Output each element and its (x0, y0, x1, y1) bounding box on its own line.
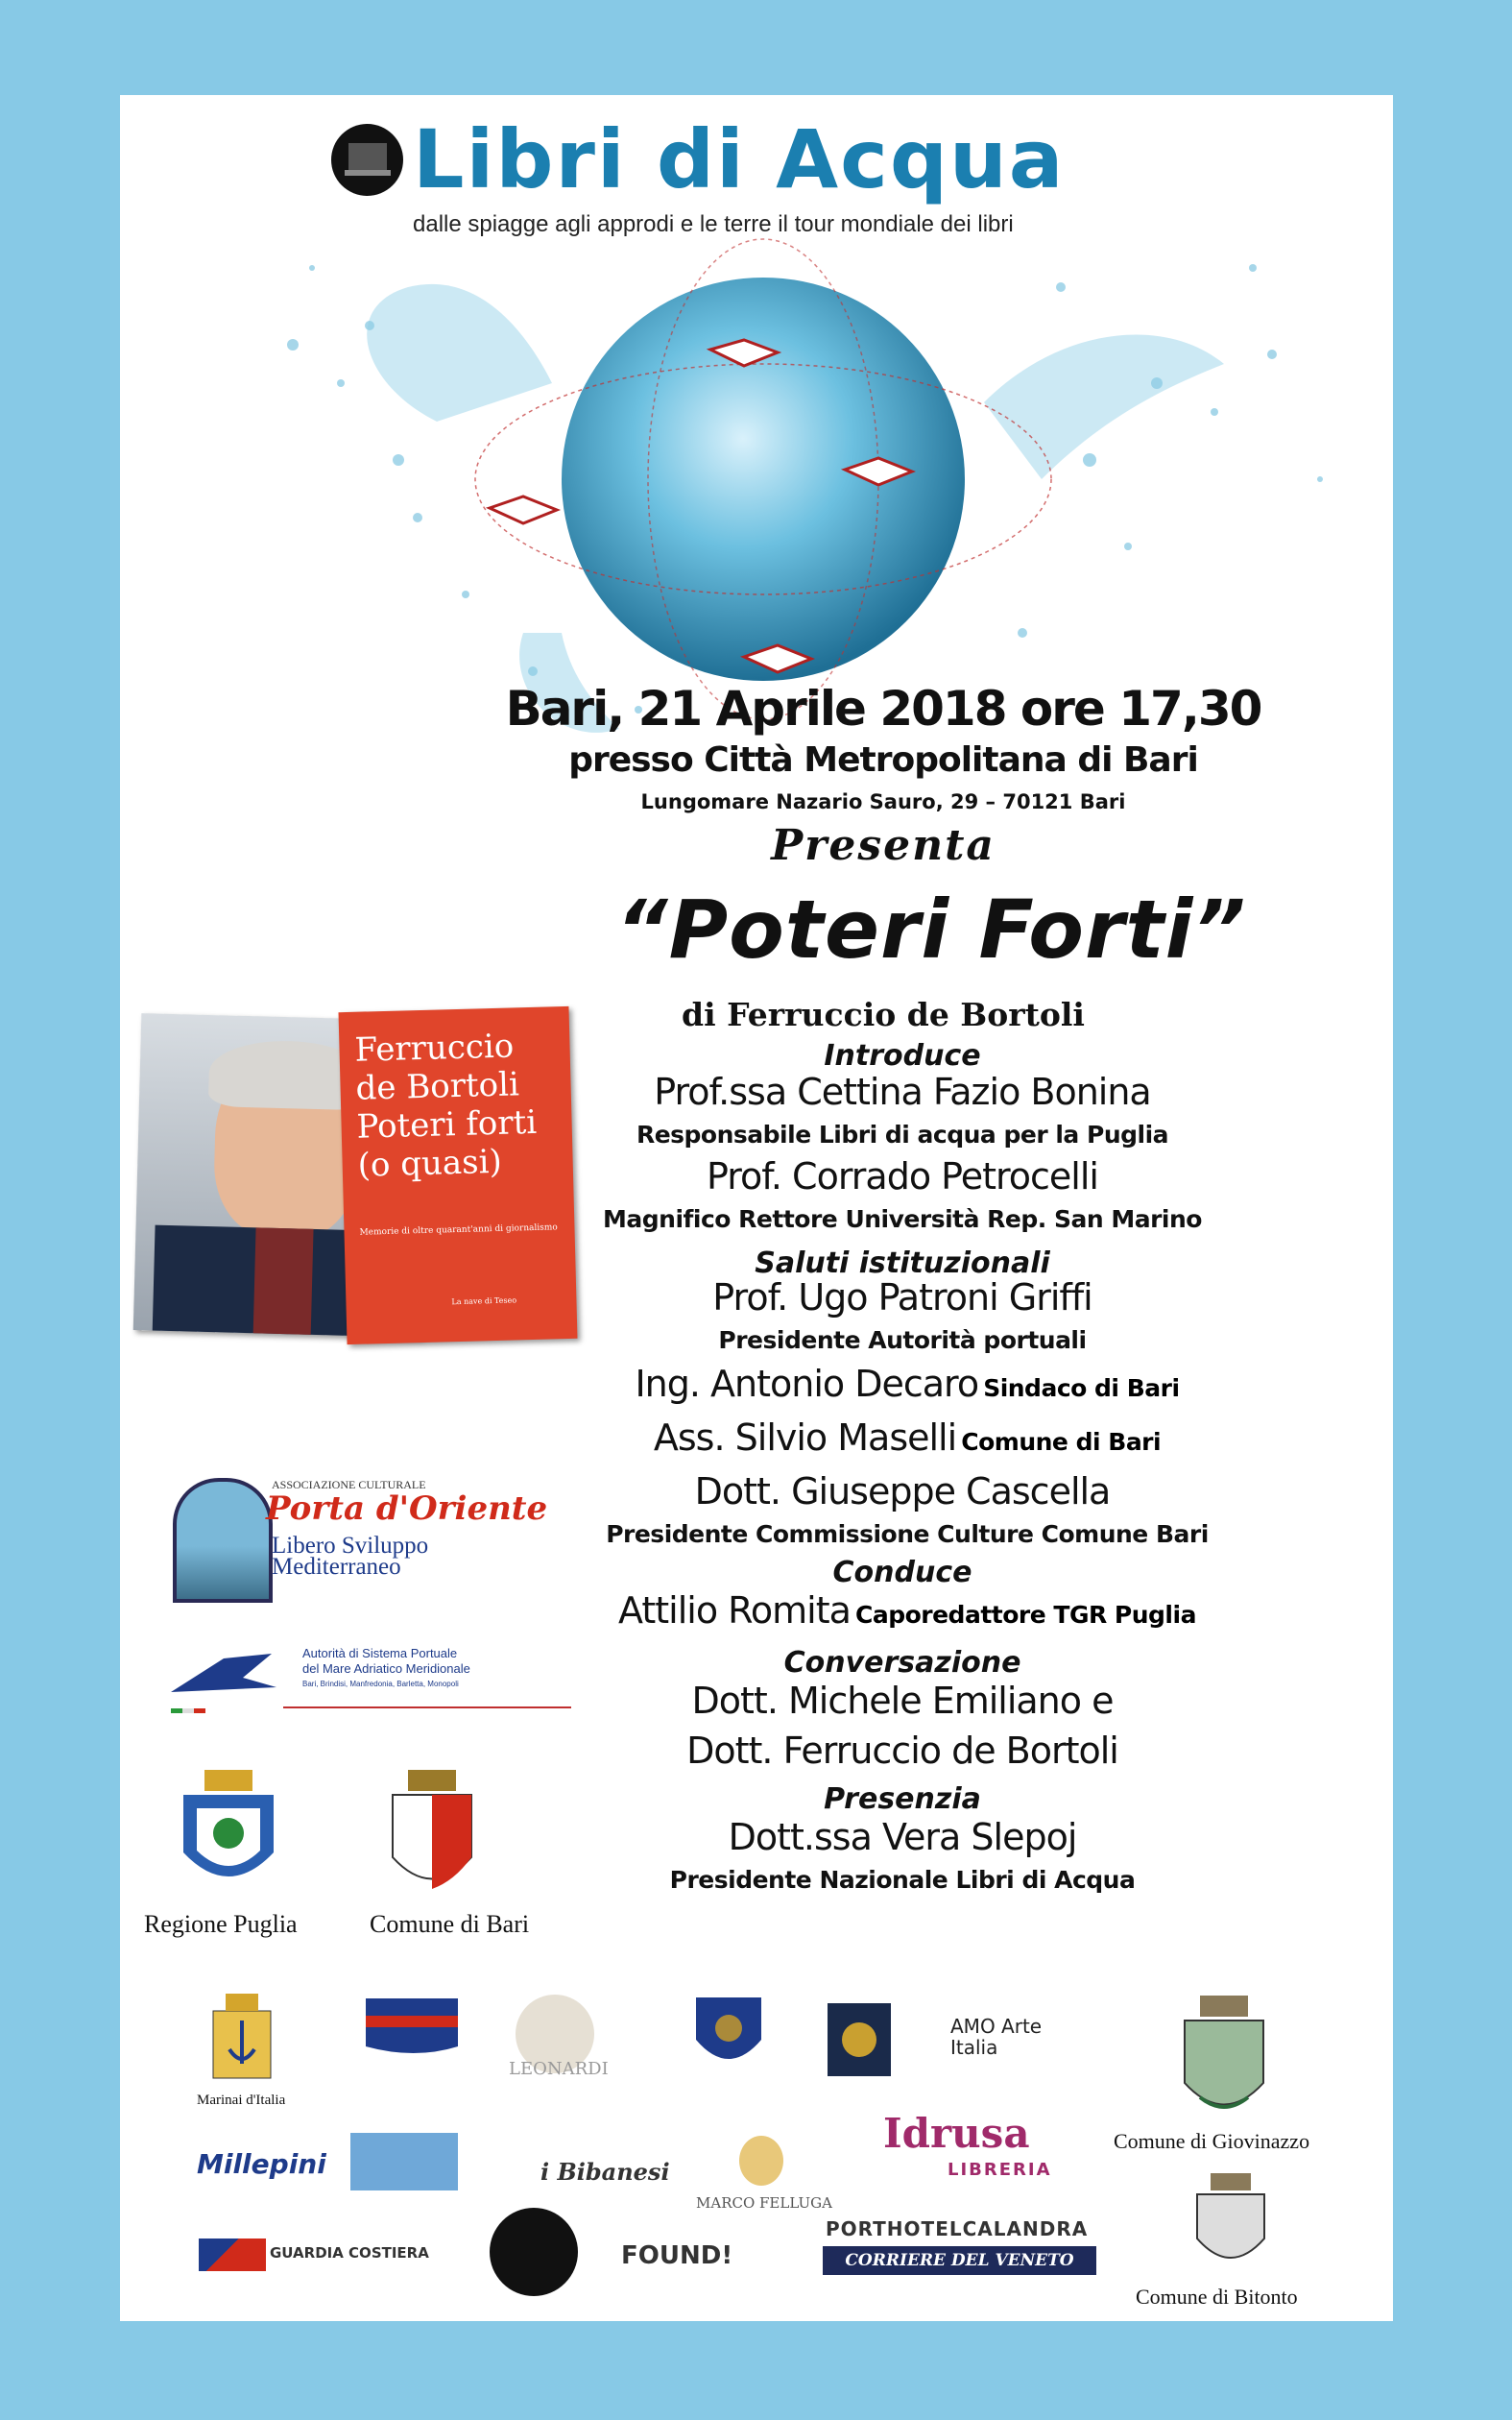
presenta-label: Presenta (771, 821, 996, 870)
book-cover-subtitle: Memorie di oltre quarant'anni di giornalismo (359, 1222, 558, 1238)
bibanesi-label: i Bibanesi (540, 2158, 670, 2186)
autorita-line-1: Autorità di Sistema Portuale (302, 1646, 458, 1660)
header-title: Libri di Acqua (413, 112, 1066, 206)
event-date: Bari, 21 Aprile 2018 ore 17,30 (505, 681, 1261, 737)
presenzia-person-role: Presidente Nazionale Libri di Acqua (669, 1866, 1136, 1894)
book-cover-line-1: Ferruccio (354, 1027, 515, 1070)
autorita-divider (283, 1706, 571, 1708)
giovinazzo-label: Comune di Giovinazzo (1114, 2129, 1310, 2153)
libri-di-acqua-logo-icon (331, 124, 403, 196)
porta-oriente-assoc: ASSOCIAZIONE CULTURALE (272, 1478, 426, 1491)
guardia-costiera-label: GUARDIA COSTIERA (270, 2244, 429, 2262)
saluti-person-3-role: Comune di Bari (961, 1428, 1162, 1456)
military-badge-icon (826, 2001, 893, 2078)
conversazione-line-2: Dott. Ferruccio de Bortoli (686, 1730, 1118, 1772)
conversazione-label: Conversazione (783, 1646, 1021, 1680)
header-tagline: dalle spiagge agli approdi e le terre il tour mondiale dei libri (413, 211, 1014, 237)
autorita-line-3: Bari, Brindisi, Manfredonia, Barletta, Monopoli (302, 1680, 459, 1688)
conduce-person-role: Caporedattore TGR Puglia (854, 1601, 1196, 1629)
corriere-label: CORRIERE DEL VENETO (823, 2246, 1096, 2275)
book-icon (490, 496, 557, 523)
saluti-person-2-role: Sindaco di Bari (983, 1374, 1180, 1402)
saluti-person-1: Prof. Ugo Patroni Griffi (712, 1276, 1092, 1319)
porta-oriente-name: Porta d'Oriente (266, 1489, 548, 1528)
giovinazzo-crest-icon (1171, 1992, 1277, 2126)
presenzia-label: Presenzia (824, 1782, 981, 1816)
introduce-person-1-role: Responsabile Libri di acqua per la Puglia (636, 1121, 1169, 1149)
autorita-line-2: del Mare Adriatico Meridionale (302, 1661, 470, 1676)
book-cover-line-2: de Bortoli (355, 1065, 520, 1108)
conduce-person: Attilio Romita (618, 1589, 851, 1632)
introduce-label: Introduce (824, 1039, 981, 1073)
found-label: FOUND! (621, 2241, 733, 2270)
regione-puglia-crest-icon (176, 1766, 281, 1900)
porthotel-label: PORTHOTELCALANDRA (826, 2217, 1089, 2240)
millepini-label: Millepini (197, 2148, 326, 2180)
saluti-person-3: Ass. Silvio Maselli (653, 1416, 957, 1459)
saluti-label: Saluti istituzionali (755, 1246, 1050, 1280)
comune-bari-label: Comune di Bari (370, 1910, 530, 1938)
presenzia-person: Dott.ssa Vera Slepoj (728, 1816, 1077, 1858)
autorita-portuale-ship-icon (166, 1639, 281, 1716)
book-author: di Ferruccio de Bortoli (682, 996, 1085, 1033)
porta-oriente-sub-1: Libero Sviluppo (272, 1533, 429, 1559)
book-cover-publisher: La nave di Teseo (451, 1295, 517, 1307)
porta-oriente-sub-2: Mediterraneo (272, 1554, 401, 1580)
comune-bari-crest-icon (379, 1766, 485, 1900)
idrusa-sub-label: LIBRERIA (948, 2160, 1052, 2180)
book-title: “Poteri Forti” (615, 883, 1247, 977)
introduce-person-2-role: Magnifico Rettore Università Rep. San Marino (603, 1205, 1202, 1233)
leonardi-label: LEONARDI (509, 2059, 609, 2079)
porta-oriente-arch-icon (173, 1478, 273, 1603)
event-venue: presso Città Metropolitana di Bari (568, 740, 1198, 780)
bitonto-crest-icon (1188, 2171, 1274, 2277)
book-cover-line-3: Poteri forti (356, 1102, 538, 1147)
regione-puglia-label: Regione Puglia (144, 1910, 298, 1938)
introduce-person-1: Prof.ssa Cettina Fazio Bonina (654, 1071, 1151, 1113)
conversazione-line-1: Dott. Michele Emiliano e (691, 1680, 1114, 1722)
marinai-crest-icon (208, 1992, 276, 2083)
saluti-person-1-role: Presidente Autorità portuali (718, 1326, 1087, 1354)
introduce-person-2: Prof. Corrado Petrocelli (707, 1155, 1098, 1198)
bitonto-label: Comune di Bitonto (1136, 2285, 1298, 2309)
marco-felluga-emblem-icon (739, 2136, 783, 2186)
book-cover (339, 1006, 578, 1344)
conduce-label: Conduce (832, 1556, 972, 1589)
book-cover-line-4: (o quasi) (357, 1142, 503, 1185)
guardia-costiera-stripe-icon (199, 2238, 266, 2271)
marinai-label: Marinai d'Italia (197, 2093, 286, 2108)
saluti-person-4-role: Presidente Commissione Culture Comune Bari (606, 1520, 1209, 1548)
marco-felluga-label: MARCO FELLUGA (696, 2194, 832, 2212)
saluti-person-4: Dott. Giuseppe Cascella (694, 1470, 1111, 1512)
club-pennant-icon (362, 1995, 468, 2062)
idrusa-label: Idrusa (883, 2110, 1030, 2157)
round-badge-icon (490, 2208, 578, 2296)
hotel-logo-box (350, 2133, 458, 2190)
poster (120, 95, 1393, 2321)
heraldic-crest-icon (690, 1992, 767, 2078)
saluti-person-2: Ing. Antonio Decaro (635, 1363, 979, 1405)
amo-arte-label: AMO Arte Italia (950, 2015, 1043, 2059)
event-address: Lungomare Nazario Sauro, 29 – 70121 Bari (640, 790, 1126, 813)
